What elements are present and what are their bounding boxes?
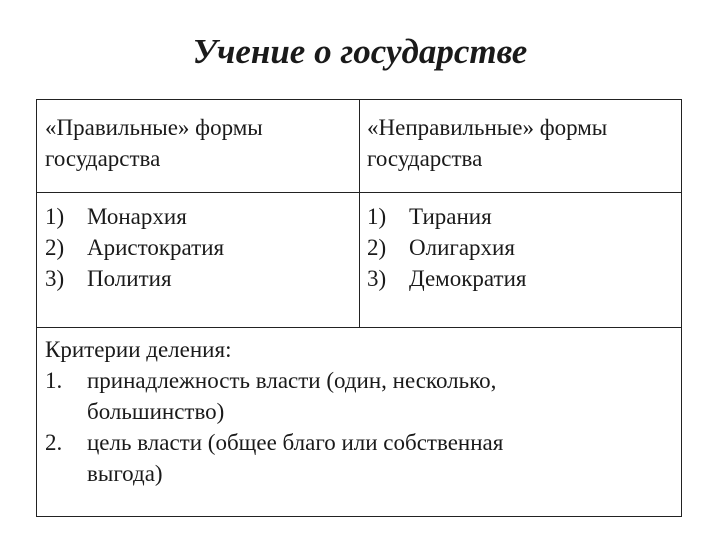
list-number: 2) [367, 235, 387, 260]
list-item [45, 201, 353, 232]
criteria-number: 1. [45, 368, 63, 393]
header-correct-line2: государства [45, 146, 161, 171]
header-incorrect-forms [367, 112, 677, 174]
forms-table [36, 99, 682, 517]
list-number: 1) [367, 204, 387, 229]
list-item [367, 263, 677, 294]
criteria-text [87, 427, 675, 489]
list-number: 1) [45, 204, 65, 229]
list-number: 2) [45, 235, 65, 260]
list-item [367, 201, 677, 232]
list-text: Полития [87, 266, 172, 291]
list-number: 3) [45, 266, 65, 291]
header-incorrect-line2: государства [367, 146, 483, 171]
header-incorrect-line1: «Неправильные» формы [367, 115, 608, 140]
criteria-number: 2. [45, 430, 63, 455]
criteria-line: выгода) [87, 461, 163, 486]
list-text: Аристократия [87, 235, 225, 260]
list-item [45, 263, 353, 294]
list-text: Демократия [409, 266, 527, 291]
list-text: Тирания [409, 204, 492, 229]
column-divider [359, 100, 360, 328]
list-text: Монархия [87, 204, 187, 229]
incorrect-forms-list [367, 201, 677, 294]
criteria-line: принадлежность власти (один, несколько, [87, 368, 497, 393]
list-item [367, 232, 677, 263]
page-title: Учение о государстве [192, 32, 528, 71]
criteria-row [37, 328, 681, 516]
header-correct-line1: «Правильные» формы [45, 115, 263, 140]
criteria-line: большинство) [87, 399, 225, 424]
criteria-heading: Критерии деления: [45, 337, 232, 362]
list-item [45, 232, 353, 263]
header-correct-forms [45, 112, 353, 174]
correct-forms-list [45, 201, 353, 294]
criteria-item [45, 365, 675, 427]
list-number: 3) [367, 266, 387, 291]
criteria-block [45, 334, 675, 489]
criteria-text [87, 365, 675, 427]
criteria-item [45, 427, 675, 489]
list-text: Олигархия [409, 235, 515, 260]
criteria-line: цель власти (общее благо или собственная [87, 430, 504, 455]
